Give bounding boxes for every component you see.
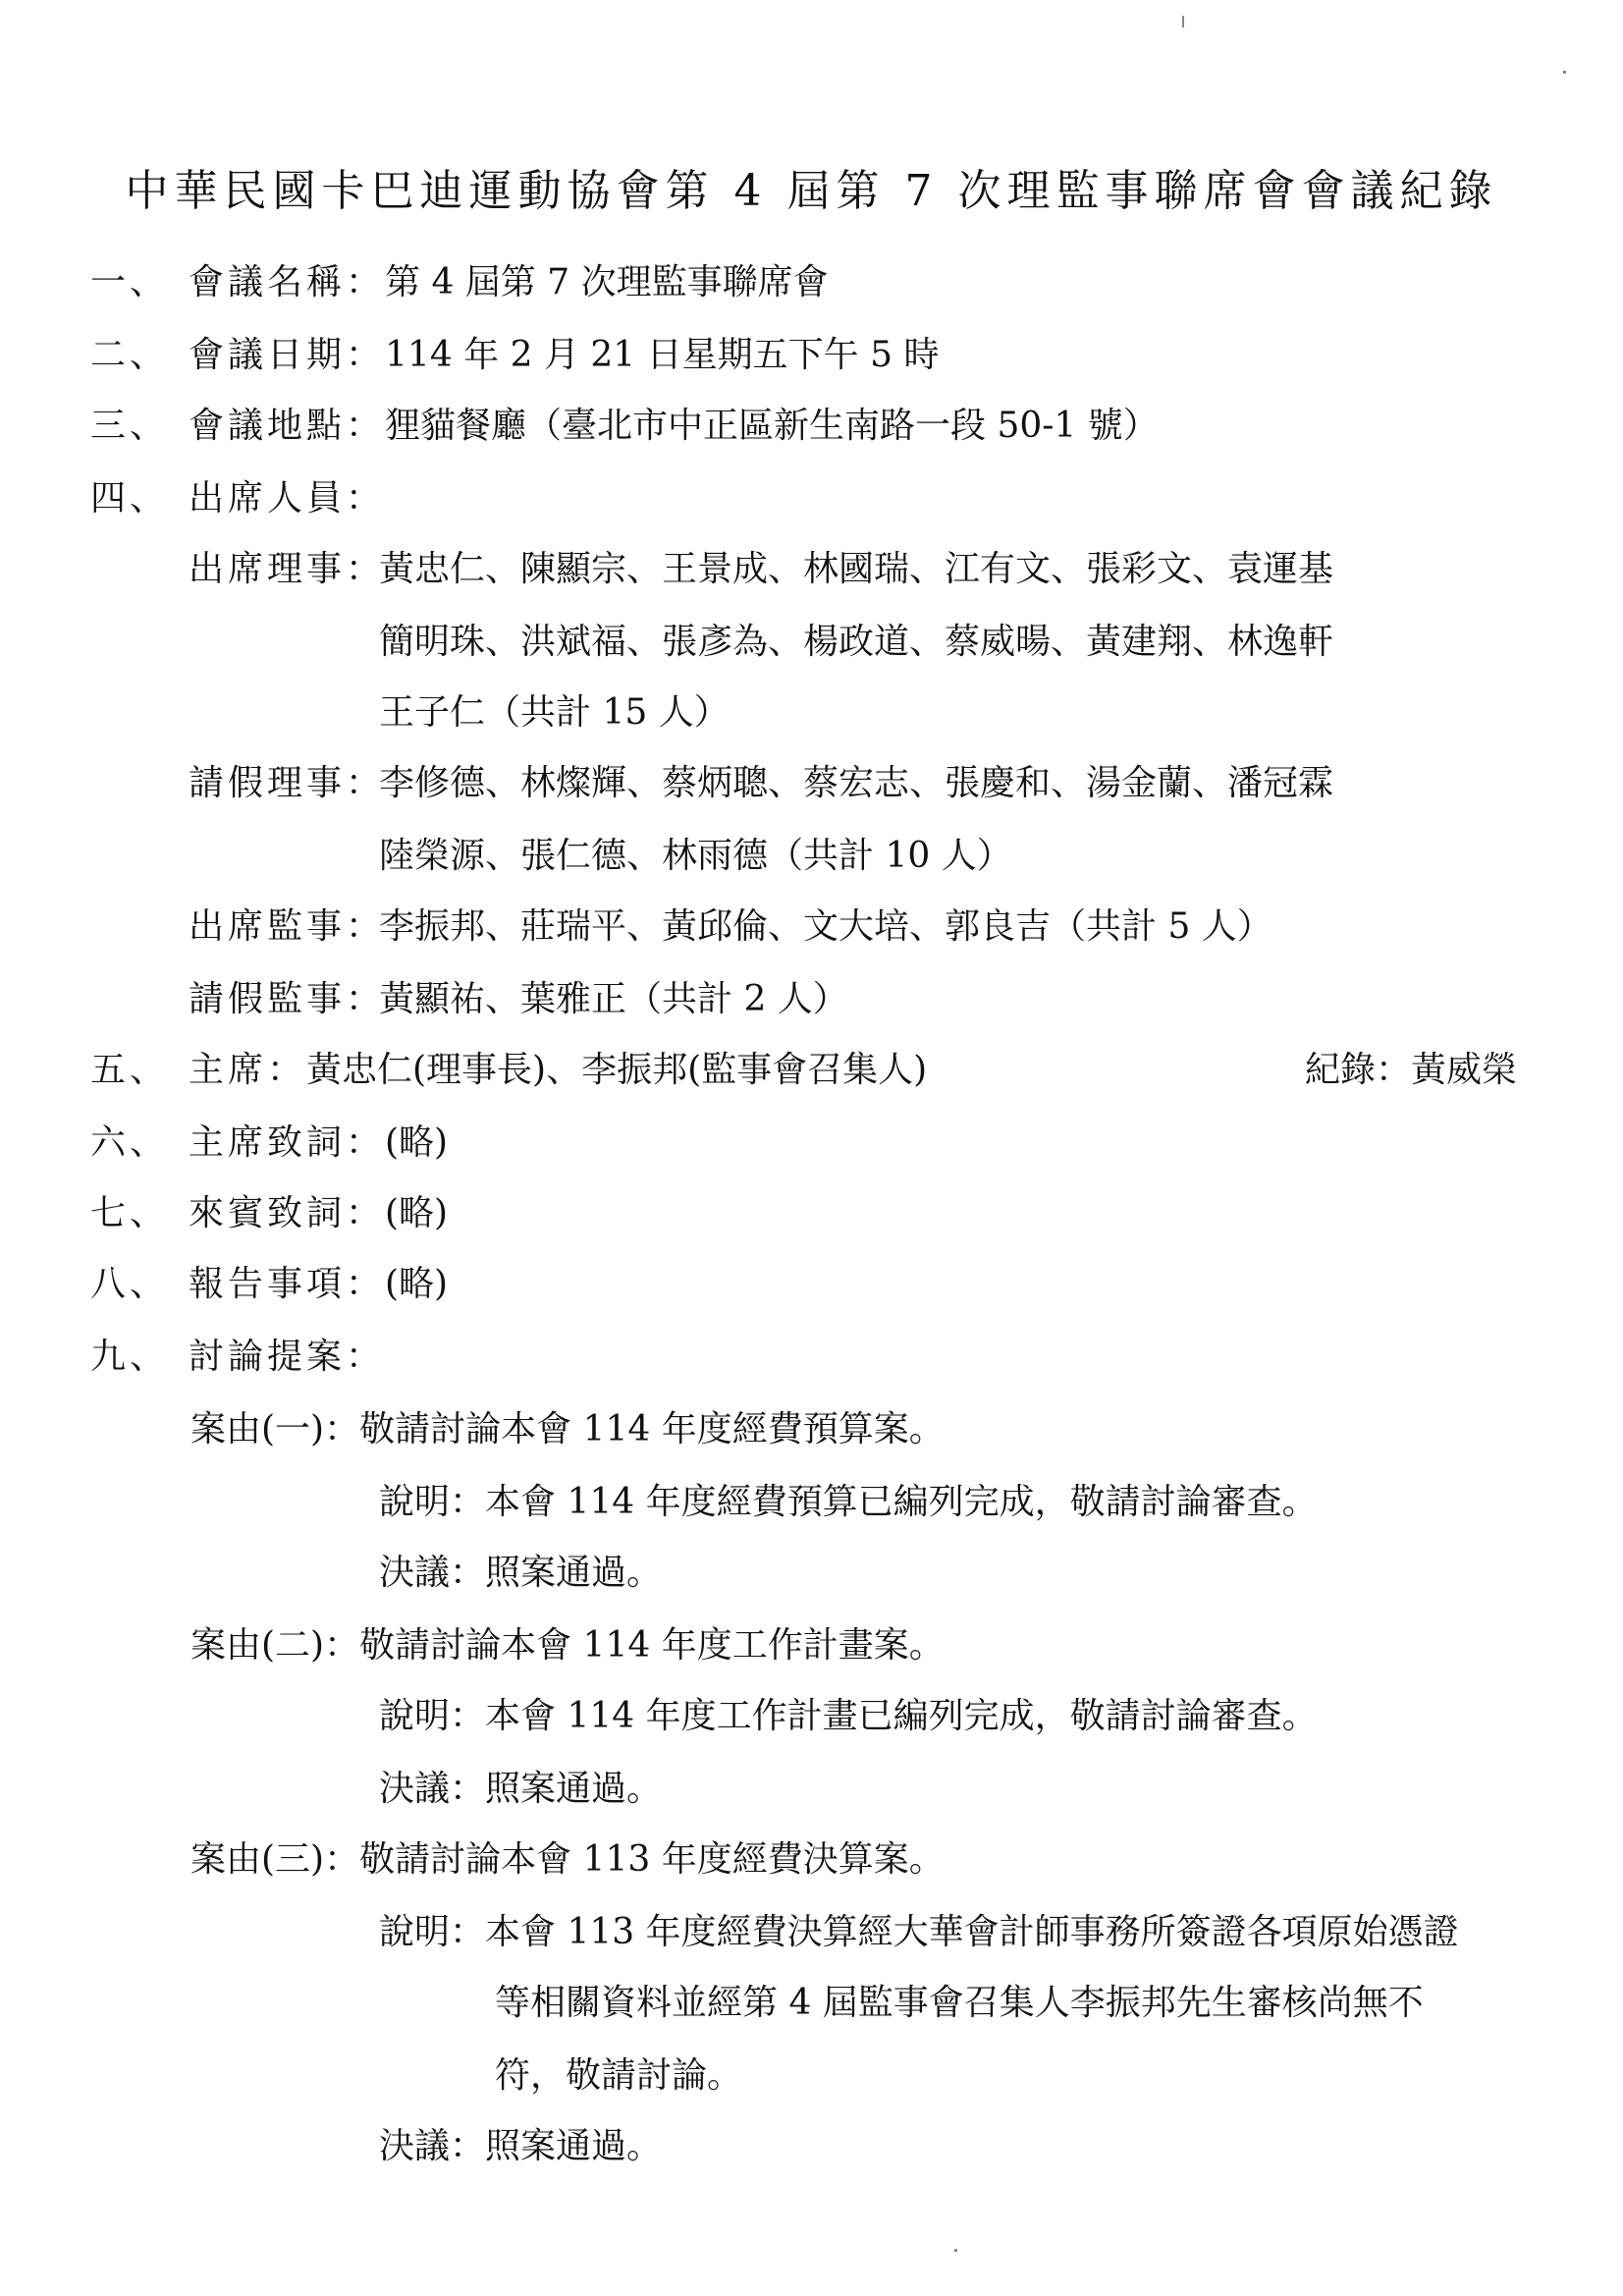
directors-present-label: 出席理事： bbox=[189, 549, 386, 589]
meeting-date-label: 會議日期： bbox=[189, 335, 386, 375]
meeting-name-value: 第 4 屆第 7 次理監事聯席會 bbox=[385, 262, 829, 302]
chair-speech-row bbox=[189, 1121, 448, 1165]
supervisors-leave-label: 請假監事： bbox=[189, 979, 386, 1019]
chair-value: 黃忠仁(理事長)、李振邦(監事會召集人) bbox=[306, 1050, 928, 1090]
proposal-1-explain-row bbox=[379, 1481, 1318, 1524]
proposal-2-resolution-text: 照案通過。 bbox=[485, 1769, 663, 1809]
proposal-2-explain-label: 說明： bbox=[379, 1696, 486, 1736]
chair-speech-value: (略) bbox=[385, 1122, 449, 1163]
meeting-location-row bbox=[189, 405, 1159, 448]
proposal-3-row bbox=[190, 1838, 945, 1882]
scan-speck bbox=[954, 2249, 957, 2252]
scan-speck bbox=[1563, 71, 1566, 74]
item-number: 五、 bbox=[90, 1050, 170, 1090]
meeting-name-label: 會議名稱： bbox=[189, 262, 386, 302]
proposal-2-resolution-label: 決議： bbox=[379, 1769, 486, 1809]
directors-leave-label: 請假理事： bbox=[189, 763, 386, 803]
proposal-2-text: 敬請討論本會 114 年度工作計畫案。 bbox=[359, 1625, 945, 1666]
guest-speech-row bbox=[189, 1192, 448, 1235]
item-number: 一、 bbox=[90, 262, 170, 302]
proposal-1-explain-label: 說明： bbox=[379, 1482, 486, 1522]
proposal-1-explain-text: 本會 114 年度經費預算已編列完成，敬請討論審查。 bbox=[485, 1482, 1318, 1522]
item-number: 四、 bbox=[90, 478, 170, 519]
item-number: 六、 bbox=[90, 1122, 170, 1163]
directors-leave-line: 李修德、林燦輝、蔡炳聰、蔡宏志、張慶和、湯金蘭、潘冠霖 bbox=[379, 763, 1334, 803]
item-number: 七、 bbox=[90, 1193, 170, 1233]
item-number: 九、 bbox=[90, 1337, 170, 1377]
supervisors-leave-line: 黃顯祐、葉雅正（共計 2 人） bbox=[379, 979, 848, 1019]
guest-speech-label: 來賓致詞： bbox=[189, 1193, 386, 1233]
proposal-3-explain-line: 符，敬請討論。 bbox=[495, 2055, 743, 2096]
directors-present-line: 黃忠仁、陳顯宗、王景成、林國瑞、江有文、張彩文、袁運基 bbox=[379, 549, 1334, 589]
meeting-location-value: 狸貓餐廳（臺北市中正區新生南路一段 50-1 號） bbox=[385, 406, 1159, 446]
scan-speck bbox=[1182, 16, 1184, 27]
document-title: 中華民國卡巴迪運動協會第 4 屆第 7 次理監事聯席會會議紀錄 bbox=[125, 166, 1498, 216]
directors-present-line: 簡明珠、洪斌福、張彥為、楊政道、蔡威暘、黃建翔、林逸軒 bbox=[379, 622, 1334, 662]
proposal-2-explain-row bbox=[379, 1695, 1318, 1738]
proposal-1-row bbox=[190, 1408, 945, 1451]
meeting-date-value: 114 年 2 月 21 日星期五下午 5 時 bbox=[385, 335, 940, 375]
proposal-1-resolution-label: 決議： bbox=[379, 1553, 486, 1593]
proposal-1-label: 案由(一)： bbox=[190, 1409, 360, 1449]
directors-present-line: 王子仁（共計 15 人） bbox=[379, 692, 730, 733]
proposal-1-resolution-text: 照案通過。 bbox=[485, 1553, 663, 1593]
proposal-3-resolution-label: 決議： bbox=[379, 2126, 486, 2166]
proposal-3-explain-row bbox=[379, 1911, 1459, 1954]
proposal-3-explain-line: 等相關資料並經第 4 屆監事會召集人李振邦先生審核尚無不 bbox=[495, 1983, 1424, 2023]
meeting-name-row bbox=[189, 261, 829, 304]
report-items-value: (略) bbox=[385, 1264, 449, 1304]
proposal-2-resolution-row bbox=[379, 1768, 662, 1811]
chair-row bbox=[189, 1049, 927, 1092]
item-number: 八、 bbox=[90, 1264, 170, 1304]
proposal-1-resolution-row bbox=[379, 1552, 662, 1595]
proposal-2-label: 案由(二)： bbox=[190, 1625, 360, 1666]
proposal-3-text: 敬請討論本會 113 年度經費決算案。 bbox=[359, 1839, 945, 1880]
attendees-heading bbox=[189, 477, 385, 520]
item-number: 三、 bbox=[90, 406, 170, 446]
proposal-2-explain-text: 本會 114 年度工作計畫已編列完成，敬請討論審查。 bbox=[485, 1696, 1318, 1736]
proposal-3-explain-label: 說明： bbox=[379, 1912, 486, 1952]
proposal-3-explain-text: 本會 113 年度經費決算經大華會計師事務所簽證各項原始憑證 bbox=[485, 1912, 1459, 1952]
report-items-label: 報告事項： bbox=[189, 1264, 386, 1304]
proposal-3-label: 案由(三)： bbox=[190, 1839, 360, 1880]
meeting-location-label: 會議地點： bbox=[189, 406, 386, 446]
attendees-label: 出席人員： bbox=[189, 478, 386, 519]
chair-speech-label: 主席致詞： bbox=[189, 1122, 386, 1163]
proposal-1-text: 敬請討論本會 114 年度經費預算案。 bbox=[359, 1409, 945, 1449]
chair-label: 主席： bbox=[189, 1050, 307, 1090]
supervisors-present-label: 出席監事： bbox=[189, 906, 386, 947]
directors-leave-line: 陸榮源、張仁德、林雨德（共計 10 人） bbox=[379, 836, 1012, 876]
proposals-label: 討論提案： bbox=[189, 1337, 386, 1377]
supervisors-present-line: 李振邦、莊瑞平、黃邱倫、文大培、郭良吉（共計 5 人） bbox=[379, 906, 1272, 947]
recorder-note: 紀錄：黃威榮 bbox=[1304, 1050, 1517, 1090]
proposals-heading bbox=[189, 1336, 385, 1379]
guest-speech-value: (略) bbox=[385, 1193, 449, 1233]
item-number: 二、 bbox=[90, 335, 170, 375]
proposal-3-resolution-row bbox=[379, 2125, 662, 2168]
proposal-2-row bbox=[190, 1624, 945, 1667]
report-items-row bbox=[189, 1263, 448, 1306]
proposal-3-resolution-text: 照案通過。 bbox=[485, 2126, 663, 2166]
meeting-date-row bbox=[189, 334, 939, 377]
